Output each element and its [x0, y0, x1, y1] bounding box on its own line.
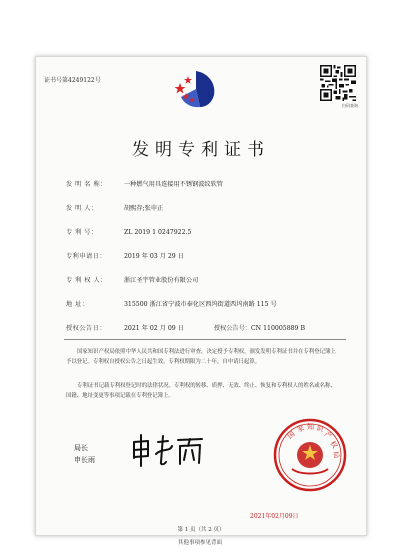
field-patentee: 专 利 权 人： 浙江圣宇管业股份有限公司 — [66, 277, 199, 284]
certificate-number: 证书号第4249122号 — [44, 77, 101, 84]
official-seal — [272, 417, 348, 493]
field-application-date: 专利申请日： 2019 年 03 月 29 日 — [66, 253, 184, 260]
qr-caption: 扫码查询 — [342, 103, 358, 108]
handwritten-signature — [128, 432, 208, 468]
svg-text:国: 国 — [286, 429, 297, 441]
svg-text:权: 权 — [328, 439, 339, 450]
svg-text:识: 识 — [315, 424, 325, 434]
signature-title: 局长 — [74, 444, 88, 452]
page-indicator: 第 1 页（共 2 页） — [177, 527, 225, 533]
qr-code-icon[interactable] — [320, 65, 356, 101]
field-grant-date: 授权公告日： 2021 年 02 月 09 日 授权公告号：CN 110005889 B — [66, 325, 306, 332]
svg-text:知: 知 — [307, 423, 314, 431]
field-inventor: 发 明 人： 胡熙存;张申正 — [66, 205, 164, 212]
paragraph-legal-status: 专利证书记载专利权登记时的法律状况。专利权的转移、质押、无效、终止、恢复和专利权人的姓名或名称、国籍、地址变更等事项记载在专利登记簿上。 — [66, 383, 336, 399]
certificate-title: 发明专利证书 — [132, 140, 270, 160]
signature-name: 申长雨 — [74, 456, 95, 464]
field-patent-number: 专 利 号： ZL 2019 1 0247922.5 — [66, 229, 192, 236]
svg-text:家: 家 — [295, 423, 306, 434]
svg-text:产: 产 — [322, 430, 334, 441]
svg-text:局: 局 — [331, 450, 341, 460]
field-invention-name: 发 明 名 称： 一种燃气用具连接用不锈钢波纹软管 — [66, 181, 223, 188]
paragraph-grant-statement: 国家知识产权局依照中华人民共和国专利法进行审查，决定授予专利权，颁发发明专利证书并在专利登记簿上予以登记。专利权自授权公告之日起生效。专利权期限为二十年，自申请日起算。 — [66, 349, 336, 365]
footnote: 其他事项参见背面 — [177, 540, 222, 546]
field-address: 地 址： 315500 浙江省宁波市奉化区西坞街道西坞南路 115 号 — [66, 301, 277, 308]
patent-certificate — [35, 56, 367, 536]
divider — [64, 339, 346, 340]
cnipa-emblem-icon — [166, 67, 226, 111]
seal-date: 2021年02月09日 — [250, 513, 299, 520]
